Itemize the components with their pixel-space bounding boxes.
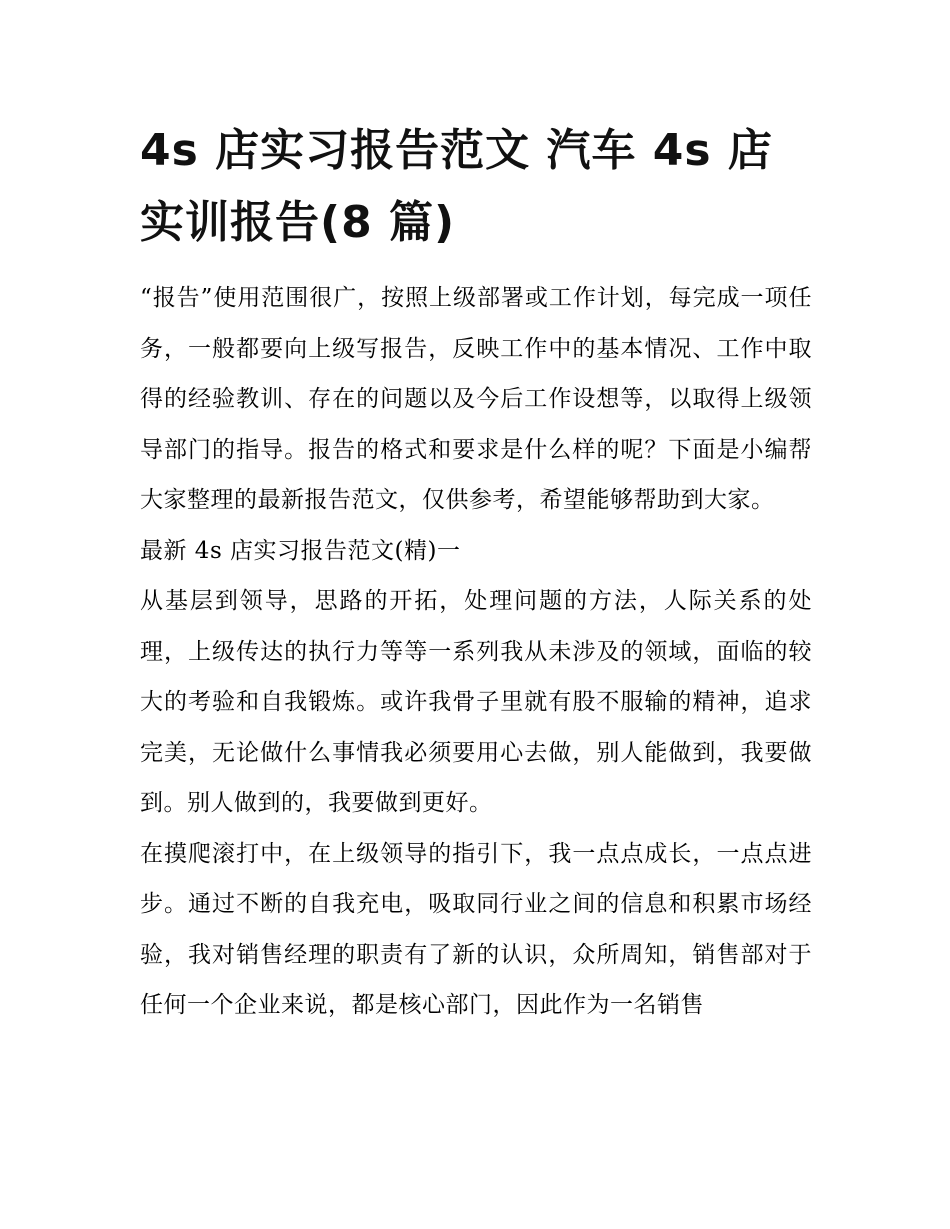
document-page [140,115,812,1031]
body-paragraph-2: 在摸爬滚打中，在上级领导的指引下，我一点点成长，一点点进步。通过不断的自我充电，吸取同行业之间的信息和积累市场经验，我对销售经理的职责有了新的认识，众所周知，销售部对于任何一个企业来说，都是核心部门，因此作为一名销售 [140,840,812,1018]
intro-paragraph: “报告”使用范围很广，按照上级部署或工作计划，每完成一项任务，一般都要向上级写报告，反映工作中的基本情况、工作中取得的经验教训、存在的问题以及今后工作设想等，以取得上级领导部门的指导。报告的格式和要求是什么样的呢？下面是小编帮大家整理的最新报告范文，仅供参考，希望能够帮助到大家。 [140,285,812,513]
section-heading: 最新 4s 店实习报告范文(精)一 [140,537,461,564]
body-paragraph-1: 从基层到领导，思路的开拓，处理问题的方法，人际关系的处理，上级传达的执行力等等一系列我从未涉及的领域，面临的较大的考验和自我锻炼。或许我骨子里就有股不服输的精神，追求完美，无论做什么事情我必须要用心去做，别人能做到，我要做到。别人做到的，我要做到更好。 [140,588,812,816]
document-title: 4s 店实习报告范文 汽车 4s 店实训报告(8 篇) [140,125,773,248]
title-block [140,115,812,259]
